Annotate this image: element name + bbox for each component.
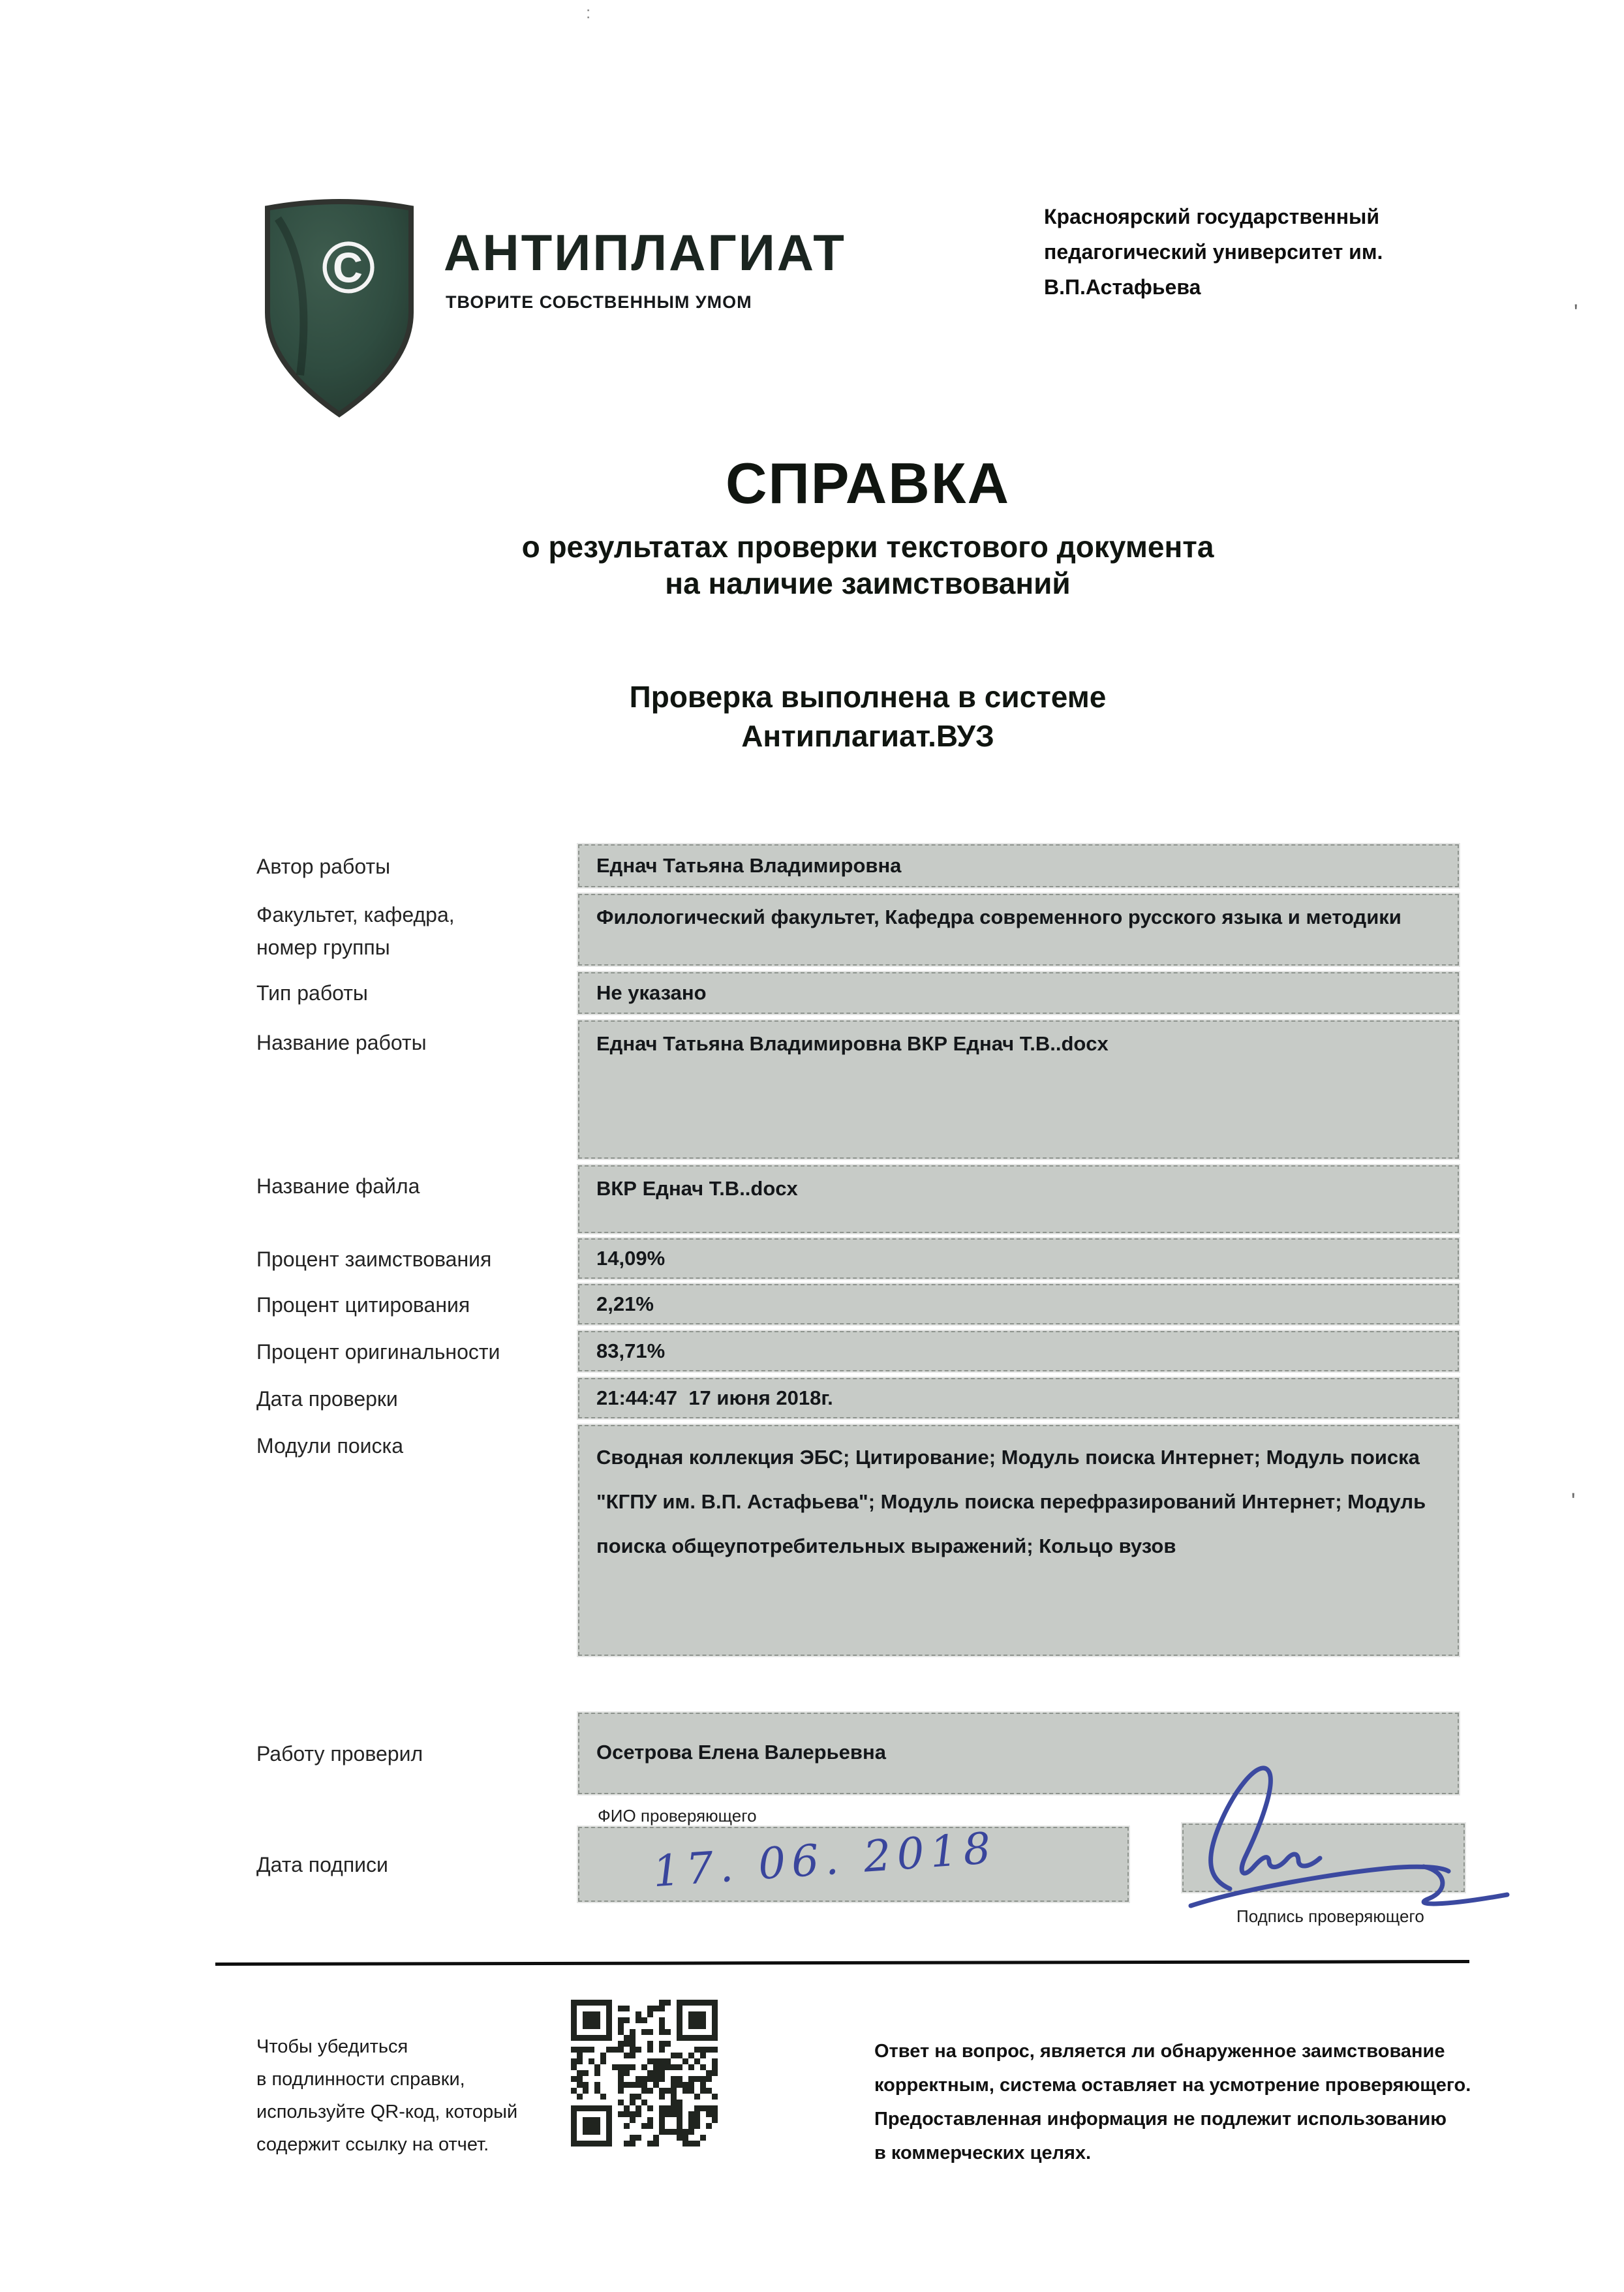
field-label-line: Факультет, кафедра, [256,903,455,926]
copyright-icon: © [321,226,376,309]
field-label-work-type: Тип работы [256,981,368,1005]
field-value-text: 21:44:47 17 июня 2018г. [596,1386,833,1409]
field-label-faculty [256,902,563,960]
university-line: В.П.Астафьева [1044,275,1201,299]
field-value-work-title [578,1020,1459,1159]
system-statement [326,677,1409,756]
signature-caption: Подпись проверяющего [1236,1906,1424,1926]
university-name [1044,199,1475,305]
scan-artifact: ' [1571,1489,1576,1514]
field-label-reviewer: Работу проверил [256,1742,423,1765]
page-title: СПРАВКА [725,451,1011,515]
field-value-text: Еднач Татьяна Владимировна [596,854,902,877]
field-label-signature-date: Дата подписи [256,1853,388,1876]
document-title-block [326,450,1409,602]
field-value-check-date [578,1378,1459,1418]
scan-artifact: ' [1574,300,1578,325]
disclaimer-line: Ответ на вопрос, является ли обнаруженное заимствование [874,2041,1445,2062]
field-value-text: 83,71% [596,1339,666,1362]
field-value-citation-percent [578,1284,1459,1324]
disclaimer-line: в коммерческих целях. [874,2143,1092,2163]
qr-note-line: содержит ссылку на отчет. [256,2134,489,2155]
subtitle-line: о результатах проверки текстового документа [521,530,1214,564]
system-name: Антиплагиат.ВУЗ [741,719,994,753]
field-label-work-title: Название работы [256,1031,427,1054]
disclaimer [874,2034,1471,2170]
university-line: педагогический университет им. [1044,240,1383,264]
qr-code [571,2000,718,2147]
field-value-text: Сводная коллекция ЭБС; Цитирование; Модуль поиска Интернет; Модуль поиска "КГПУ им. В.П. Астафьева"; Модуль поиска перефразирований Интернет; Модуль поиска общеупотребительных выражений; Кольцо вузов [596,1446,1432,1557]
field-label-file-name: Название файла [256,1174,420,1198]
field-value-text: 2,21% [596,1292,654,1315]
field-value-search-modules [578,1425,1459,1656]
field-label-author: Автор работы [256,855,391,878]
handwritten-signature [1168,1732,1514,1934]
field-value-originality-percent [578,1331,1459,1371]
disclaimer-line: корректным, система оставляет на усмотрение проверяющего. [874,2075,1471,2096]
field-label-borrowed-percent: Процент заимствования [256,1247,492,1271]
field-label-originality-percent: Процент оригинальности [256,1340,500,1364]
field-value-borrowed-percent [578,1238,1459,1279]
field-value-file-name [578,1165,1459,1233]
field-label-citation-percent: Процент цитирования [256,1293,470,1317]
reviewer-caption: ФИО проверяющего [598,1806,757,1826]
field-value-text: Филологический факультет, Кафедра современного русского языка и методики [596,906,1402,928]
field-label-search-modules: Модули поиска [256,1434,404,1458]
university-line: Красноярский государственный [1044,205,1380,228]
handwritten-date: 17. 06. 2018 [651,1822,998,1897]
subtitle-line: на наличие заимствований [665,566,1071,600]
qr-note [256,2030,517,2161]
field-value-text: ВКР Еднач Т.В..docx [596,1177,798,1200]
qr-note-line: Чтобы убедиться [256,2036,408,2057]
field-value-work-type [578,972,1459,1014]
antiplagiat-shield-logo-icon [254,192,424,421]
field-value-faculty [578,894,1459,966]
disclaimer-line: Предоставленная информация не подлежит использованию [874,2109,1447,2130]
field-value-text: 14,09% [596,1247,666,1270]
scan-artifact: : [586,3,591,22]
field-value-text: Не указано [596,981,707,1004]
brand-tagline: ТВОРИТЕ СОБСТВЕННЫМ УМОМ [446,292,752,312]
field-value-text: Еднач Татьяна Владимировна ВКР Еднач Т.В..docx [596,1032,1109,1055]
field-value-author [578,844,1459,887]
page-subtitle [326,528,1409,602]
field-label-check-date: Дата проверки [256,1387,398,1411]
system-line: Проверка выполнена в системе [629,680,1107,714]
brand-name: АНТИПЛАГИАТ [444,224,846,281]
qr-note-line: в подлинности справки, [256,2069,465,2090]
qr-note-line: используйте QR-код, который [256,2101,518,2122]
field-label-line: номер группы [256,936,390,959]
field-value-text: Осетрова Елена Валерьевна [596,1741,886,1764]
footer-divider [215,1960,1469,1966]
